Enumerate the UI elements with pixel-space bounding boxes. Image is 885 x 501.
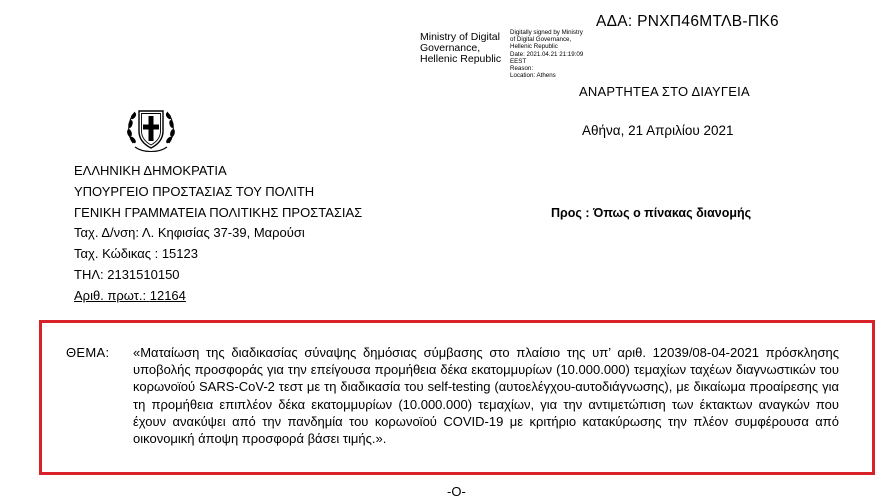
signature-detail-line: Location: Athens [510, 72, 556, 80]
date-line: Αθήνα, 21 Απριλίου 2021 [582, 123, 734, 138]
signature-detail-line: Reason: [510, 65, 534, 73]
sender-phone: ΤΗΛ: 2131510150 [74, 266, 180, 282]
ada-code: ΑΔΑ: ΡΝΧΠ46ΜΤΛΒ-ΠΚ6 [596, 13, 779, 30]
protocol-number: 12164 [149, 287, 186, 303]
protocol-label: Αριθ. πρωτ.: [74, 287, 147, 303]
subject-text: «Ματαίωση της διαδικασίας σύναψης δημόσιας σύμβασης στο πλαίσιο της υπ’ αριθ. 12039/08-04-2021 πρόσκλησης υποβολής προσφοράς για την επείγουσα προμήθεια δέκα εκατομμυρίων (10.000.000) τεμαχίων ταχέων διαγνωστικών του κορωνοϊού SARS-CoV-2 τεστ με τη διαδικασία του self-testing (αυτοελέγχου-αυτοδιάγνωσης), με δικαίωμα προαίρεσης για τη προμήθεια επιπλέον δέκα εκατομμυρίων (10.000.000) τεμαχίων, για την αντιμετώπιση των έκτακτων αναγκών που έχουν ανακύψει από την πανδημία του κορωνοϊού COVID-19 με κριτήριο κατακύρωσης την πλέον συμφέρουσα από οικονομική άποψη προσφορά βάσει τιμής.». [133, 345, 839, 447]
signature-ministry-line: Ministry of Digital [420, 31, 500, 43]
signature-ministry-line: Hellenic Republic [420, 53, 502, 65]
sender-postal-code: Ταχ. Κώδικας : 15123 [74, 246, 198, 262]
sender-address: Ταχ. Δ/νση: Λ. Κηφισίας 37-39, Μαρούσι [74, 225, 305, 241]
subject-label: ΘΕΜΑ: [66, 345, 110, 360]
end-mark: -Ο- [447, 484, 466, 499]
signature-detail-line: EEST [510, 57, 527, 65]
sender-block [74, 161, 362, 307]
sender-state: ΕΛΛΗΝΙΚΗ ΔΗΜΟΚΡΑΤΙΑ [74, 163, 227, 178]
signature-detail-line: Digitally signed by Ministry [510, 29, 583, 36]
signature-ministry-line: Governance, [420, 42, 481, 54]
greek-coat-of-arms-icon [123, 103, 179, 159]
recipient: Προς : Όπως ο πίνακας διανομής [551, 206, 752, 220]
sender-protocol [74, 286, 362, 307]
signature-detail-line: Date: 2021.04.21 21:19:09 [510, 50, 584, 58]
publish-note: ΑΝΑΡΤΗΤΕΑ ΣΤΟ ΔΙΑΥΓΕΙΑ [579, 84, 750, 99]
sender-ministry: ΥΠΟΥΡΓΕΙΟ ΠΡΟΣΤΑΣΙΑΣ ΤΟΥ ΠΟΛΙΤΗ [74, 183, 315, 199]
signature-details [510, 29, 583, 79]
signature-detail-line: of Digital Governance, [510, 36, 572, 44]
signature-ministry [420, 32, 501, 65]
sender-secretariat: ΓΕΝΙΚΗ ΓΡΑΜΜΑΤΕΙΑ ΠΟΛΙΤΙΚΗΣ ΠΡΟΣΤΑΣΙΑΣ [74, 204, 363, 220]
signature-detail-line: Hellenic Republic [510, 43, 558, 51]
